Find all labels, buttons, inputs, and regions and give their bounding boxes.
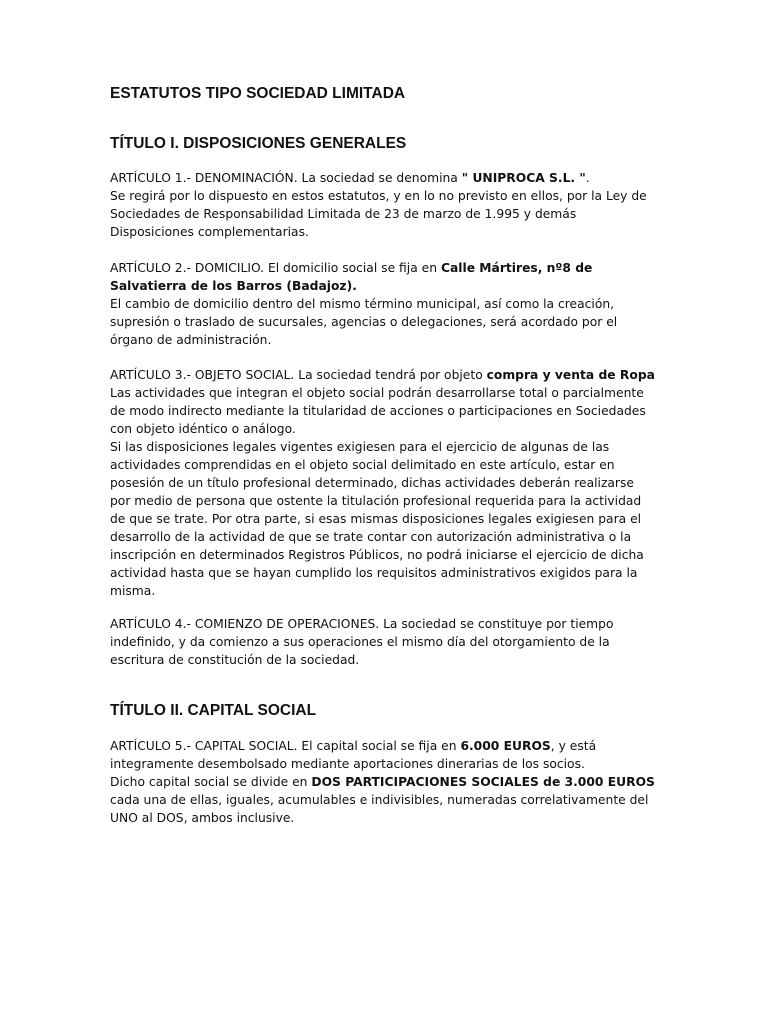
titulo-1-heading: TÍTULO I. DISPOSICIONES GENERALES xyxy=(110,135,407,152)
articulo-3-line-5: Si las disposiciones legales vigentes exigiesen para el ejercicio de algunas de las xyxy=(110,440,610,454)
articulo-2-line-5: órgano de administración. xyxy=(110,333,272,347)
articulo-2-line-2 xyxy=(110,277,658,295)
articulo-3 xyxy=(110,366,658,600)
articulo-5-intro: ARTÍCULO 5.- CAPITAL SOCIAL. El capital social se fija en xyxy=(110,739,461,753)
articulo-3-line-10: desarrollo de la actividad de que se trate contar con autorización administrativa o la xyxy=(110,530,632,544)
articulo-3-line-12: actividad hasta que se hayan cumplido los requisitos administrativos exigidos para la xyxy=(110,566,638,580)
articulo-3-line-9: de que se trate. Por otra parte, si esas mismas disposiciones legales exigiesen para el xyxy=(110,512,642,526)
titulo-2-heading-block xyxy=(110,701,658,721)
titulo-2-heading: TÍTULO II. CAPITAL SOCIAL xyxy=(110,702,317,719)
business-object: compra y venta de Ropa xyxy=(486,368,655,382)
articulo-4 xyxy=(110,615,658,669)
document-title-block xyxy=(110,84,658,104)
articulo-5-line-1-end: , y está xyxy=(550,739,597,753)
articulo-4-line-1: ARTÍCULO 4.- COMIENZO DE OPERACIONES. La sociedad se constituye por tiempo xyxy=(110,617,614,631)
articulo-2-text xyxy=(110,259,658,349)
participations-text: DOS PARTICIPACIONES SOCIALES de 3.000 EUROS xyxy=(311,775,655,789)
articulo-3-line-2: Las actividades que integran el objeto social podrán desarrollarse total o parcialmente xyxy=(110,386,644,400)
capital-amount: 6.000 EUROS xyxy=(460,739,551,753)
articulo-3-line-4: con objeto idéntico o análogo. xyxy=(110,422,296,436)
articulo-2-line-3: El cambio de domicilio dentro del mismo término municipal, así como la creación, xyxy=(110,297,615,311)
articulo-3-line-1 xyxy=(110,366,658,384)
articulo-3-line-11: inscripción en determinados Registros Públicos, no podrá iniciarse el ejercicio de dicha xyxy=(110,548,644,562)
articulo-5-line-2: integramente desembolsado mediante aportaciones dinerarias de los socios. xyxy=(110,757,585,771)
articulo-5 xyxy=(110,737,658,827)
articulo-3-text xyxy=(110,366,658,600)
articulo-2-line-4: supresión o traslado de sucursales, agencias o delegaciones, será acordado por el xyxy=(110,315,618,329)
articulo-5-line-5: UNO al DOS, ambos inclusive. xyxy=(110,811,295,825)
document-title: ESTATUTOS TIPO SOCIEDAD LIMITADA xyxy=(110,85,406,102)
articulo-5-line-3 xyxy=(110,773,658,791)
address-line-1: Calle Mártires, nº8 de xyxy=(440,261,593,275)
articulo-2 xyxy=(110,259,658,349)
articulo-5-line-3-intro: Dicho capital social se divide en xyxy=(110,775,312,789)
articulo-2-intro: ARTÍCULO 2.- DOMICILIO. El domicilio social se fija en xyxy=(110,261,441,275)
articulo-1-intro: ARTÍCULO 1.- DENOMINACIÓN. La sociedad se denomina xyxy=(110,171,462,185)
company-name: " UNIPROCA S.L. " xyxy=(461,171,586,185)
articulo-5-line-1 xyxy=(110,737,658,755)
articulo-1-text xyxy=(110,169,658,241)
articulo-1-name-end: . xyxy=(585,171,590,185)
address-line-2: Salvatierra de los Barros (Badajoz). xyxy=(110,279,357,293)
articulo-1-line-1 xyxy=(110,169,658,187)
articulo-5-line-4: cada una de ellas, iguales, acumulables e indivisibles, numeradas correlativamente del xyxy=(110,793,649,807)
articulo-3-line-6: actividades comprendidas en el objeto social delimitado en este artículo, estar en xyxy=(110,458,615,472)
articulo-3-line-8: por medio de persona que ostente la titulación profesional requerida para la actividad xyxy=(110,494,642,508)
articulo-3-line-3: de modo indirecto mediante la titularidad de acciones o participaciones en Sociedades xyxy=(110,404,646,418)
articulo-4-text xyxy=(110,615,658,669)
articulo-3-line-7: posesión de un título profesional determinado, dichas actividades deberán realizarse xyxy=(110,476,634,490)
articulo-2-line-1 xyxy=(110,259,658,277)
articulo-1-line-4: Disposiciones complementarias. xyxy=(110,225,309,239)
articulo-1 xyxy=(110,169,658,241)
articulo-3-line-13: misma. xyxy=(110,584,156,598)
articulo-3-intro: ARTÍCULO 3.- OBJETO SOCIAL. La sociedad tendrá por objeto xyxy=(110,368,487,382)
articulo-4-line-3: escritura de constitución de la sociedad. xyxy=(110,653,360,667)
articulo-1-line-3: Sociedades de Responsabilidad Limitada de 23 de marzo de 1.995 y demás xyxy=(110,207,577,221)
articulo-5-text xyxy=(110,737,658,827)
titulo-1-heading-block xyxy=(110,134,658,154)
articulo-4-line-2: indefinido, y da comienzo a sus operaciones el mismo día del otorgamiento de la xyxy=(110,635,610,649)
articulo-1-line-2: Se regirá por lo dispuesto en estos estatutos, y en lo no previsto en ellos, por la Ley de xyxy=(110,189,647,203)
